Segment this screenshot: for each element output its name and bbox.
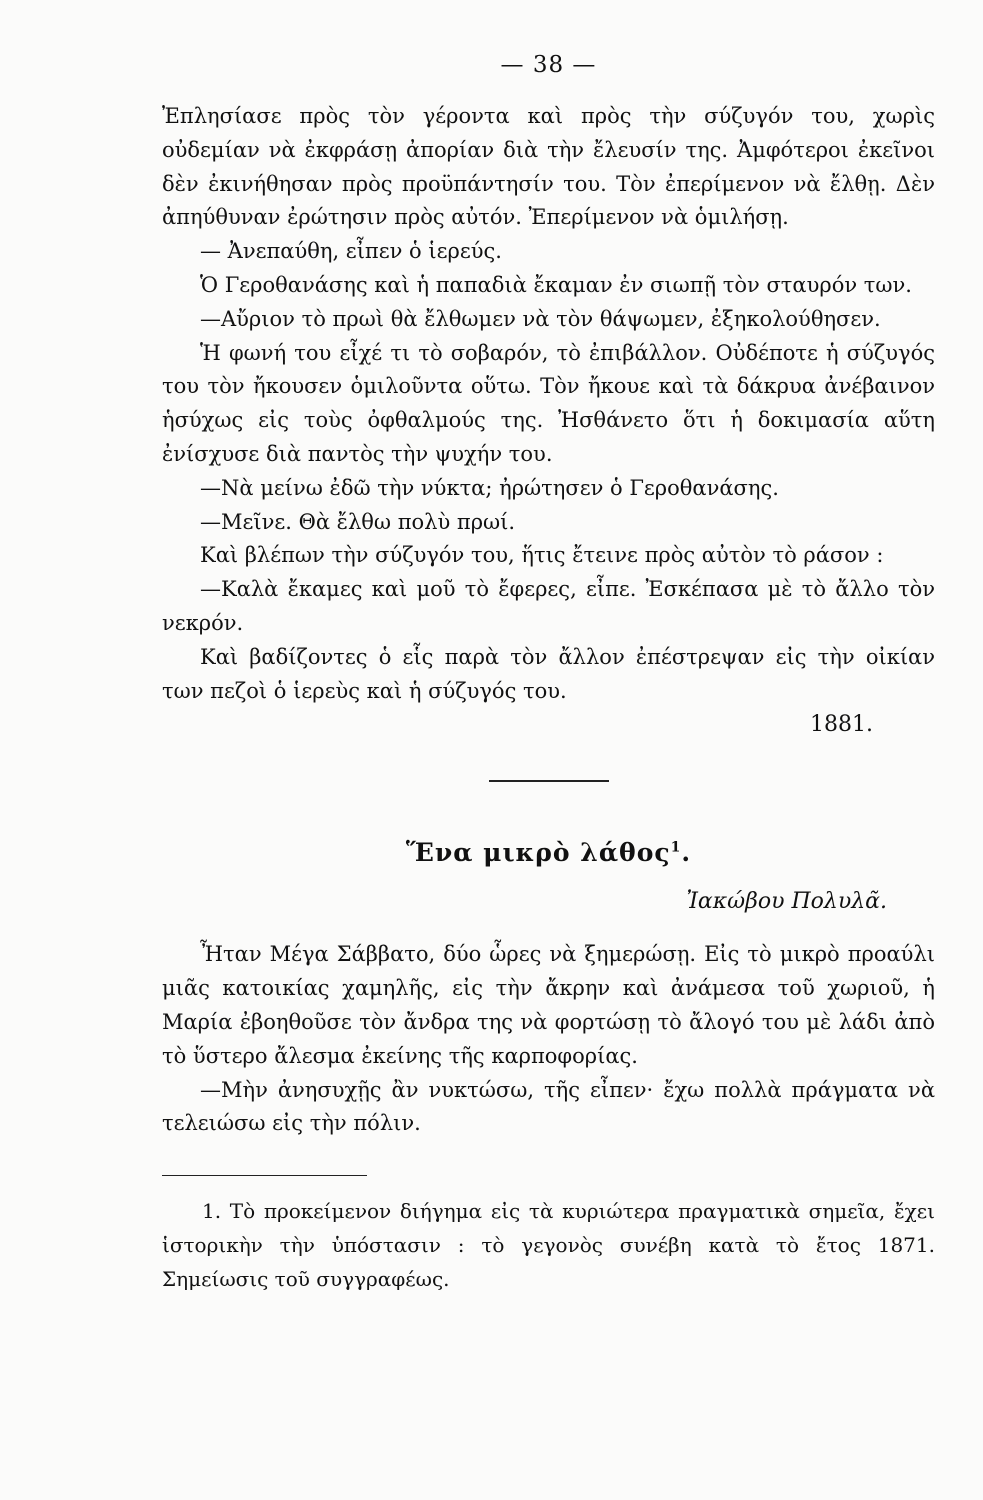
author-byline: Ἰακώβου Πολυλᾶ. [686, 889, 887, 915]
footnote-marker: 1 [670, 840, 682, 857]
footnote: 1. Τὸ προκείμενον διήγημα εἰς τὰ κυριώτερα πραγματικὰ σημεῖα, ἔχει ἱστορικὴν τὴν ὑπόστασιν : τὸ γεγονὸς συνέβη κατὰ τὸ ἔτος 1871. Σημείωσις τοῦ συγγραφέως. [162, 1199, 935, 1292]
book-page [162, 52, 935, 1296]
story-title: Ἕνα μικρὸ λάθος$^1$. [405, 838, 692, 868]
paragraph: Καὶ βλέπων τὴν σύζυγόν του, ἥτις ἔτεινε πρὸς αὐτὸν τὸ ράσον : [200, 543, 884, 568]
paragraph: —Καλὰ ἔκαμες καὶ μοῦ τὸ ἔφερες, εἶπε. Ἐσκέπασα μὲ τὸ ἄλλο τὸν νεκρόν. [162, 577, 935, 635]
paragraph: Ἐπλησίασε πρὸς τὸν γέροντα καὶ πρὸς τὴν σύζυγόν του, χωρὶς οὐδεμίαν νὰ ἐκφράσῃ ἀπορίαν διὰ τὴν ἔλευσίν της. Ἀμφότεροι ἐκεῖνοι δὲν ἐκινήθησαν πρὸς προϋπάντησίν του. Τὸν ἐπερίμενον νὰ ἔλθῃ. Δὲν ἀπηύθυναν ἐρώτησιν πρὸς αὐτόν. Ἐπερίμενον νὰ ὁμιλήσῃ. [162, 104, 935, 230]
paragraph: —Νὰ μείνω ἐδῶ τὴν νύκτα; ἠρώτησεν ὁ Γεροθανάσης. [200, 475, 779, 500]
paragraph: Ὁ Γεροθανάσης καὶ ἡ παπαδιὰ ἔκαμαν ἐν σιωπῇ τὸν σταυρόν των. [200, 272, 912, 297]
story-ending-text [162, 100, 935, 708]
section-divider [489, 780, 609, 782]
paragraph: —Μεῖνε. Θὰ ἔλθω πολὺ πρωί. [200, 509, 516, 534]
story-title-text: Ἕνα μικρὸ λάθος [405, 838, 671, 868]
date-line: 1881. [810, 712, 873, 738]
page-number: — 38 — [500, 52, 597, 78]
paragraph: — Ἀνεπαύθη, εἶπεν ὁ ἱερεύς. [200, 239, 502, 264]
paragraph: —Αὔριον τὸ πρωὶ θὰ ἔλθωμεν νὰ τὸν θάψωμεν, ἐξηκολούθησεν. [200, 306, 881, 331]
paragraph: Ἦταν Μέγα Σάββατο, δύο ὧρες νὰ ξημερώσῃ. Εἰς τὸ μικρὸ προαύλι μιᾶς κατοικίας χαμηλῆς, εἰς τὴν ἄκρην καὶ ἀνάμεσα τοῦ χωριοῦ, ἡ Μαρία ἐβοηθοῦσε τὸν ἄνδρα της νὰ φορτώσῃ τὸ ἄλογό του μὲ λάδι ἀπὸ τὸ ὕστερο ἄλεσμα ἐκείνης τῆς καρποφορίας. [162, 942, 935, 1068]
paragraph: Καὶ βαδίζοντες ὁ εἷς παρὰ τὸν ἄλλον ἐπέστρεψαν εἰς τὴν οἰκίαν των πεζοὶ ὁ ἱερεὺς καὶ ἡ σύζυγός του. [162, 644, 935, 703]
footnote-divider [162, 1175, 367, 1176]
paragraph: —Μὴν ἀνησυχῇς ἂν νυκτώσω, τῆς εἶπεν· ἔχω πολλὰ πράγματα νὰ τελειώσω εἰς τὴν πόλιν. [162, 1077, 935, 1136]
paragraph: Ἡ φωνή του εἶχέ τι τὸ σοβαρόν, τὸ ἐπιβάλλον. Οὐδέποτε ἡ σύζυγός του τὸν ἤκουσεν ὁμιλοῦντα οὕτω. Τὸν ἤκουε καὶ τὰ δάκρυα ἀνέβαινον ἡσύχως εἰς τοὺς ὀφθαλμούς της. Ἠσθάνετο ὅτι ἡ δοκιμασία αὕτη ἐνίσχυσε διὰ παντὸς τὴν ψυχήν του. [162, 340, 935, 466]
story-opening-text [162, 938, 935, 1141]
